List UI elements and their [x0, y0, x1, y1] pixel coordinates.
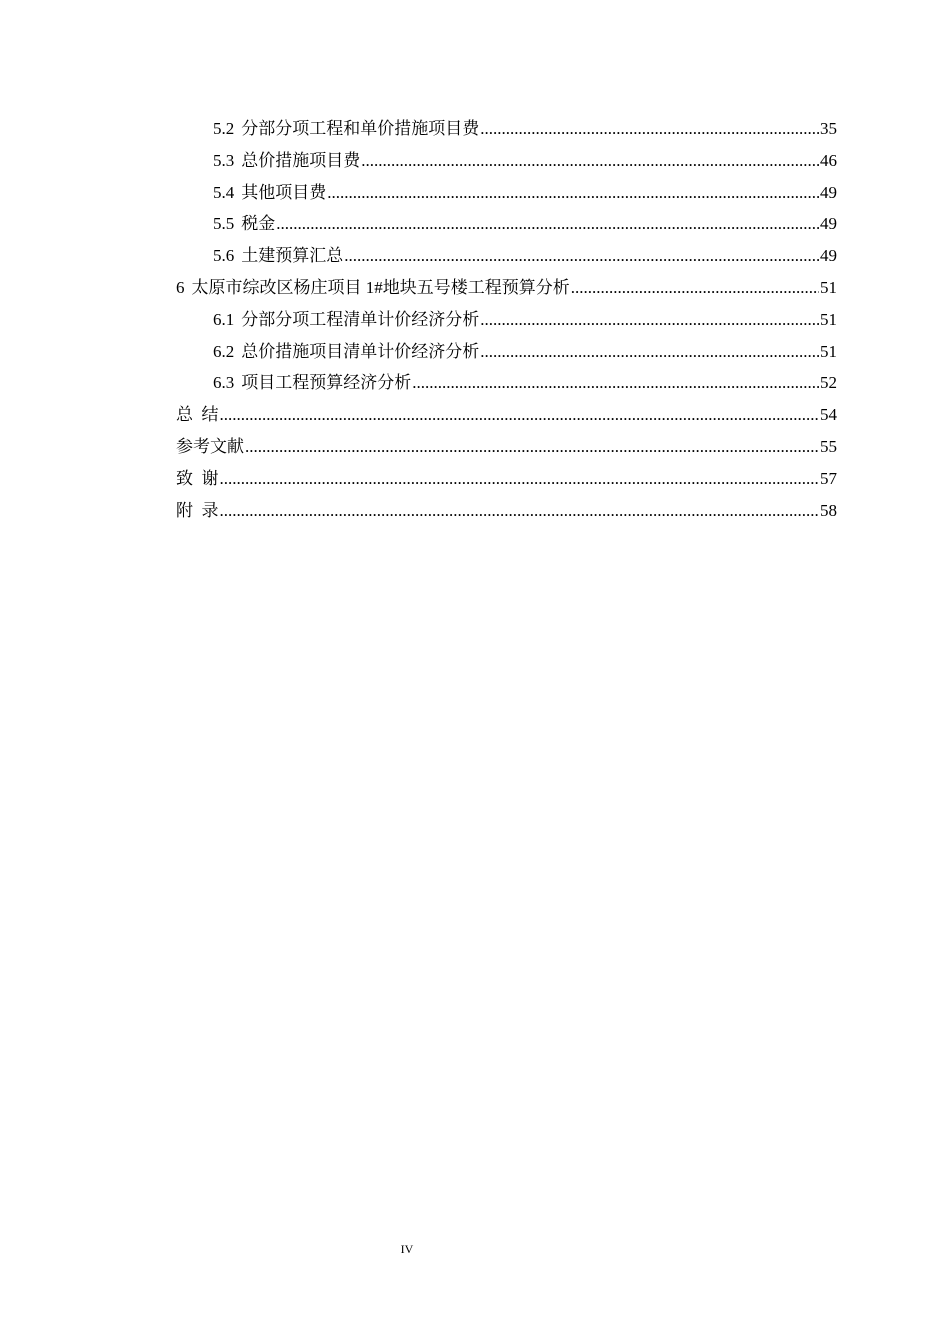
toc-entry-title: 土建预算汇总 — [241, 246, 344, 266]
toc-entry-page: 57 — [820, 468, 837, 488]
toc-leader-dots — [480, 304, 819, 336]
toc-entry-number: 5.6 — [213, 246, 235, 266]
toc-entry-title: 分部分项工程和单价措施项目费 — [241, 119, 480, 138]
toc-entry-number: 5.4 — [213, 182, 235, 202]
toc-entry-title: 总价措施项目清单计价经济分析 — [241, 341, 480, 361]
toc-entry-page: 51 — [820, 309, 837, 329]
toc-entry-page: 58 — [820, 500, 837, 520]
toc-entry-5-4[interactable] — [176, 177, 837, 209]
page-footer — [0, 1242, 950, 1257]
toc-leader-dots — [245, 431, 819, 463]
toc-entry-acknowledgements[interactable] — [176, 463, 837, 495]
toc-entry-number: 6.3 — [213, 373, 235, 393]
toc-entry-5-2[interactable] — [176, 113, 837, 145]
toc-leader-dots — [480, 336, 819, 368]
toc-entry-title: 太原市综改区杨庄项目 1#地块五号楼工程预算分析 — [191, 277, 570, 297]
toc-entry-page: 49 — [820, 214, 837, 234]
toc-entry-number: 6.1 — [213, 309, 235, 329]
toc-entry-title: 其他项目费 — [241, 182, 327, 202]
toc-entry-page: 54 — [820, 405, 837, 425]
toc-entry-page: 51 — [820, 277, 837, 297]
toc-entry-6-3[interactable] — [176, 367, 837, 399]
toc-leader-dots — [276, 208, 819, 240]
toc-entry-title: 附 录 — [176, 500, 219, 520]
toc-leader-dots — [361, 145, 819, 177]
toc-leader-dots — [571, 272, 819, 304]
toc-entry-title: 致 谢 — [176, 468, 219, 488]
toc-entry-page: 55 — [820, 436, 837, 456]
toc-leader-dots — [480, 113, 819, 145]
toc-entry-6[interactable] — [176, 272, 837, 304]
toc-entry-number: 5.3 — [213, 150, 235, 170]
toc-entry-number: 5.2 — [213, 119, 235, 138]
toc-leader-dots — [327, 177, 819, 209]
toc-entry-page: 51 — [820, 341, 837, 361]
toc-leader-dots — [412, 367, 819, 399]
toc-leader-dots — [220, 495, 820, 527]
toc-entry-summary[interactable] — [176, 399, 837, 431]
toc-entry-title: 参考文献 — [176, 436, 244, 456]
toc-entry-number: 5.5 — [213, 214, 235, 234]
toc-entry-page: 35 — [820, 119, 837, 138]
toc-leader-dots — [220, 463, 820, 495]
toc-leader-dots — [344, 240, 819, 272]
toc-entry-title: 总价措施项目费 — [241, 150, 361, 170]
toc-entry-page: 49 — [820, 182, 837, 202]
toc-entry-title: 项目工程预算经济分析 — [241, 373, 412, 393]
toc-entry-number: 6 — [176, 277, 185, 297]
toc-entry-5-3[interactable] — [176, 145, 837, 177]
toc-entry-title: 税金 — [241, 214, 276, 234]
toc-entry-page: 46 — [820, 150, 837, 170]
table-of-contents — [176, 113, 837, 526]
toc-entry-6-1[interactable] — [176, 304, 837, 336]
toc-entry-title: 分部分项工程清单计价经济分析 — [241, 309, 480, 329]
toc-entry-page: 49 — [820, 246, 837, 266]
toc-entry-references[interactable] — [176, 431, 837, 463]
toc-entry-6-2[interactable] — [176, 336, 837, 368]
toc-entry-appendix[interactable] — [176, 495, 837, 527]
toc-entry-title: 总 结 — [176, 405, 219, 425]
page-number: IV — [400, 1242, 414, 1256]
toc-entry-5-6[interactable] — [176, 240, 837, 272]
toc-entry-page: 52 — [820, 373, 837, 393]
toc-entry-number: 6.2 — [213, 341, 235, 361]
toc-leader-dots — [220, 399, 820, 431]
toc-entry-5-5[interactable] — [176, 208, 837, 240]
